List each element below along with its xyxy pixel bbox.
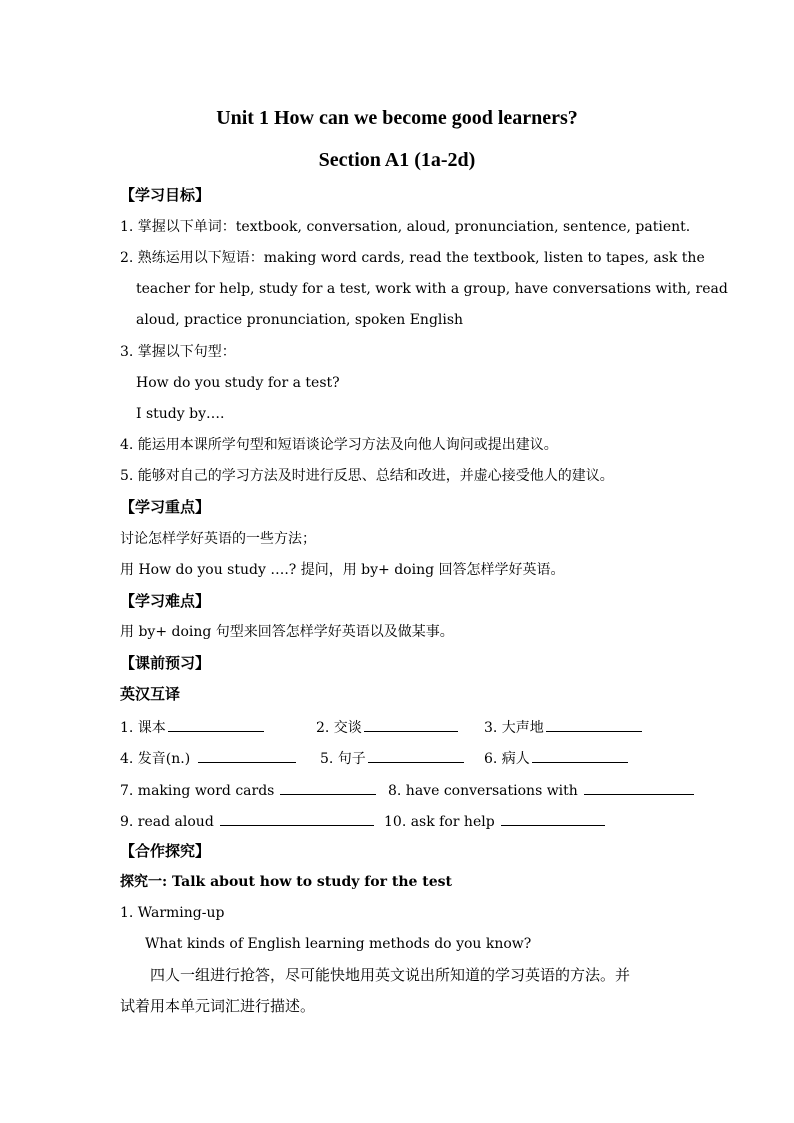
translation-item (320, 748, 464, 768)
warming-up-step: 1. Warming-up (120, 905, 225, 921)
objectives-heading: 【学习目标】 (120, 186, 211, 204)
difficulty-item: 用 by+ doing 句型来回答怎样学好英语以及做某事。 (120, 624, 454, 640)
explore-section-title: 探究一: Talk about how to study for the test (120, 874, 453, 890)
translation-item (388, 780, 694, 800)
explore-heading: 【合作探究】 (120, 842, 211, 860)
answer-blank[interactable] (198, 748, 296, 763)
translation-item-label: 1. 课本 (120, 720, 166, 736)
translation-subheading: 英汉互译 (120, 685, 181, 703)
answer-blank[interactable] (546, 717, 642, 732)
answer-blank[interactable] (280, 780, 376, 795)
warming-up-question: What kinds of English learning methods do you know? (145, 936, 532, 952)
translation-item-label: 3. 大声地 (484, 720, 544, 736)
translation-item-label: 7. making word cards (120, 783, 275, 799)
translation-item (120, 811, 374, 831)
preview-heading: 【课前预习】 (120, 654, 211, 672)
section-subtitle: Section A1 (1a-2d) (318, 149, 476, 171)
translation-item (120, 717, 264, 737)
translation-item-label: 6. 病人 (484, 751, 530, 767)
translation-item (120, 748, 296, 768)
translation-item-label: 5. 句子 (320, 751, 366, 767)
objective-item: aloud, practice pronunciation, spoken English (136, 312, 464, 328)
keypoint-item: 用 How do you study ….? 提问，用 by+ doing 回答怎样学好英语。 (120, 562, 565, 578)
objective-item: 5. 能够对自己的学习方法及时进行反思、总结和改进，并虚心接受他人的建议。 (120, 468, 614, 484)
keypoint-item: 讨论怎样学好英语的一些方法； (120, 531, 316, 547)
answer-blank[interactable] (364, 717, 458, 732)
translation-item (316, 717, 458, 737)
answer-blank[interactable] (501, 811, 605, 826)
objective-item: 4. 能运用本课所学句型和短语谈论学习方法及向他人询问或提出建议。 (120, 437, 558, 453)
translation-item (484, 748, 628, 768)
answer-blank[interactable] (168, 717, 264, 732)
translation-item-label: 10. ask for help (384, 814, 495, 830)
translation-item-label: 9. read aloud (120, 814, 214, 830)
objective-item: teacher for help, study for a test, work with a group, have conversations with, read (136, 281, 728, 297)
objective-item: 1. 掌握以下单词：textbook, conversation, aloud, pronunciation, sentence, patient. (120, 219, 691, 235)
translation-item (384, 811, 605, 831)
objective-item: 3. 掌握以下句型： (120, 344, 236, 360)
objective-item: How do you study for a test? (136, 375, 340, 391)
translation-item-label: 2. 交谈 (316, 720, 362, 736)
translation-item (484, 717, 642, 737)
answer-blank[interactable] (532, 748, 628, 763)
objective-item: I study by…. (136, 406, 225, 422)
answer-blank[interactable] (220, 811, 374, 826)
page-title: Unit 1 How can we become good learners? (216, 107, 578, 129)
translation-item (120, 780, 376, 800)
difficulties-heading: 【学习难点】 (120, 592, 211, 610)
translation-item-label: 8. have conversations with (388, 783, 578, 799)
answer-blank[interactable] (584, 780, 694, 795)
keypoints-heading: 【学习重点】 (120, 498, 211, 516)
answer-blank[interactable] (368, 748, 464, 763)
instruction-line: 四人一组进行抢答，尽可能快地用英文说出所知道的学习英语的方法。并 (150, 966, 631, 984)
instruction-line: 试着用本单元词汇进行描述。 (120, 997, 316, 1015)
objective-item: 2. 熟练运用以下短语：making word cards, read the textbook, listen to tapes, ask the (120, 250, 705, 266)
translation-item-label: 4. 发音(n.) (120, 751, 191, 767)
